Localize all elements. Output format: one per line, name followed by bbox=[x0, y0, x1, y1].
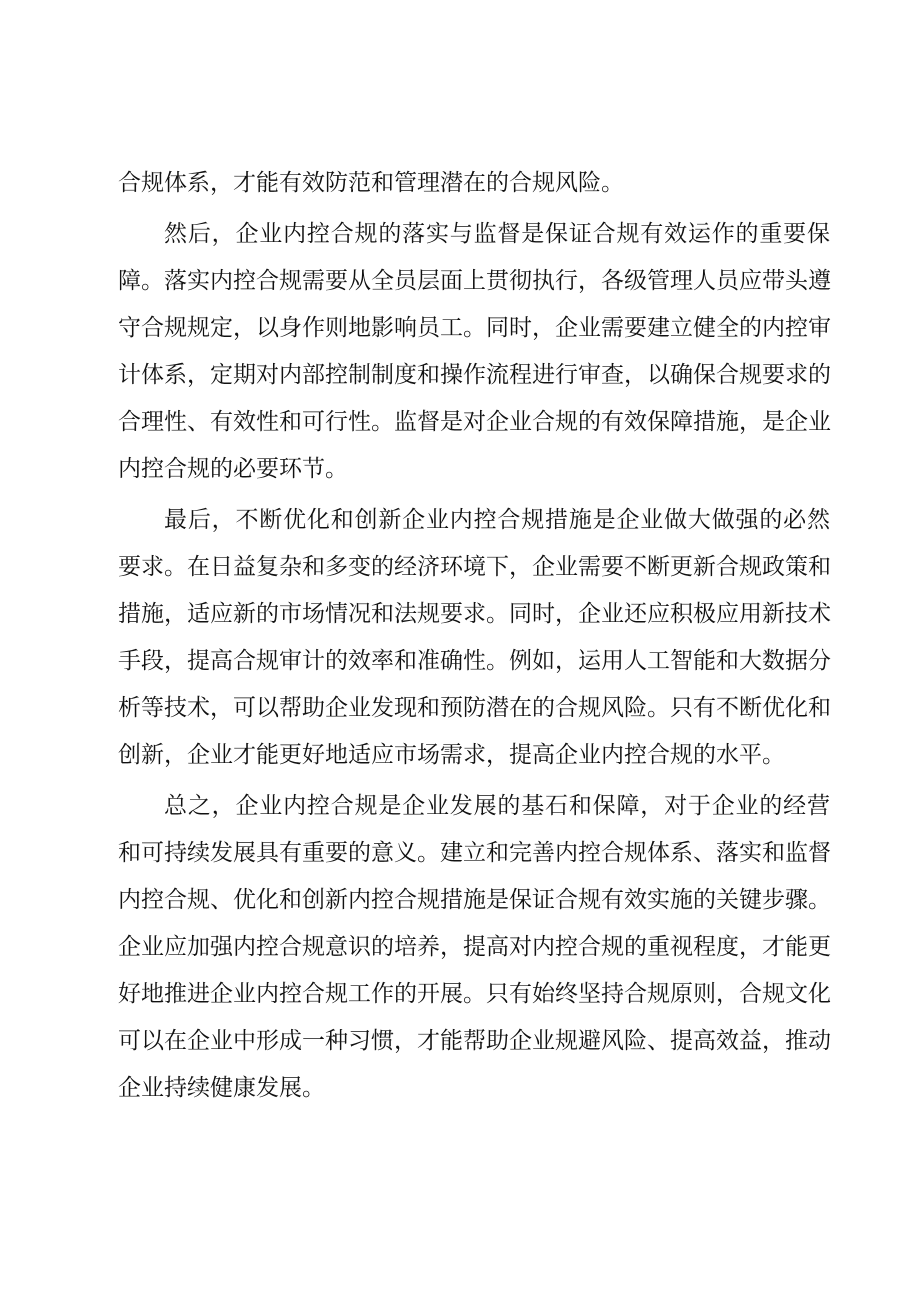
text-line: 然后，企业内控合规的落实与监督是保证合规有效运作的重要保 bbox=[164, 221, 830, 247]
text-line: 创新，企业才能更好地适应市场需求，提高企业内控合规的水平。 bbox=[118, 742, 785, 768]
text-line: 守合规规定，以身作则地影响员工。同时，企业需要建立健全的内控审 bbox=[118, 315, 831, 341]
text-line: 手段，提高合规审计的效率和准确性。例如，运用人工智能和大数据分 bbox=[118, 648, 831, 674]
text-line: 最后，不断优化和创新企业内控合规措施是企业做大做强的必然 bbox=[164, 507, 830, 533]
text-line: 和可持续发展具有重要的意义。建立和完善内控合规体系、落实和监督 bbox=[118, 840, 831, 866]
text-line: 可以在企业中形成一种习惯，才能帮助企业规避风险、提高效益，推动 bbox=[118, 1028, 831, 1054]
text-line: 障。落实内控合规需要从全员层面上贯彻执行，各级管理人员应带头遵 bbox=[118, 268, 831, 294]
text-line: 内控合规的必要环节。 bbox=[118, 456, 348, 482]
text-line: 计体系，定期对内部控制制度和操作流程进行审查，以确保合规要求的 bbox=[118, 362, 831, 388]
text-line: 合理性、有效性和可行性。监督是对企业合规的有效保障措施，是企业 bbox=[118, 409, 831, 435]
text-line: 企业持续健康发展。 bbox=[118, 1075, 325, 1101]
text-line: 好地推进企业内控合规工作的开展。只有始终坚持合规原则，合规文化 bbox=[118, 981, 831, 1007]
text-line: 析等技术，可以帮助企业发现和预防潜在的合规风险。只有不断优化和 bbox=[118, 695, 831, 721]
text-line: 企业应加强内控合规意识的培养，提高对内控合规的重视程度，才能更 bbox=[118, 934, 831, 960]
text-line: 内控合规、优化和创新内控合规措施是保证合规有效实施的关键步骤。 bbox=[118, 887, 831, 913]
text-line: 措施，适应新的市场情况和法规要求。同时，企业还应积极应用新技术 bbox=[118, 601, 831, 627]
text-line: 要求。在日益复杂和多变的经济环境下，企业需要不断更新合规政策和 bbox=[118, 554, 831, 580]
text-line: 总之，企业内控合规是企业发展的基石和保障，对于企业的经营 bbox=[164, 793, 830, 819]
text-line: 合规体系，才能有效防范和管理潜在的合规风险。 bbox=[118, 170, 624, 196]
